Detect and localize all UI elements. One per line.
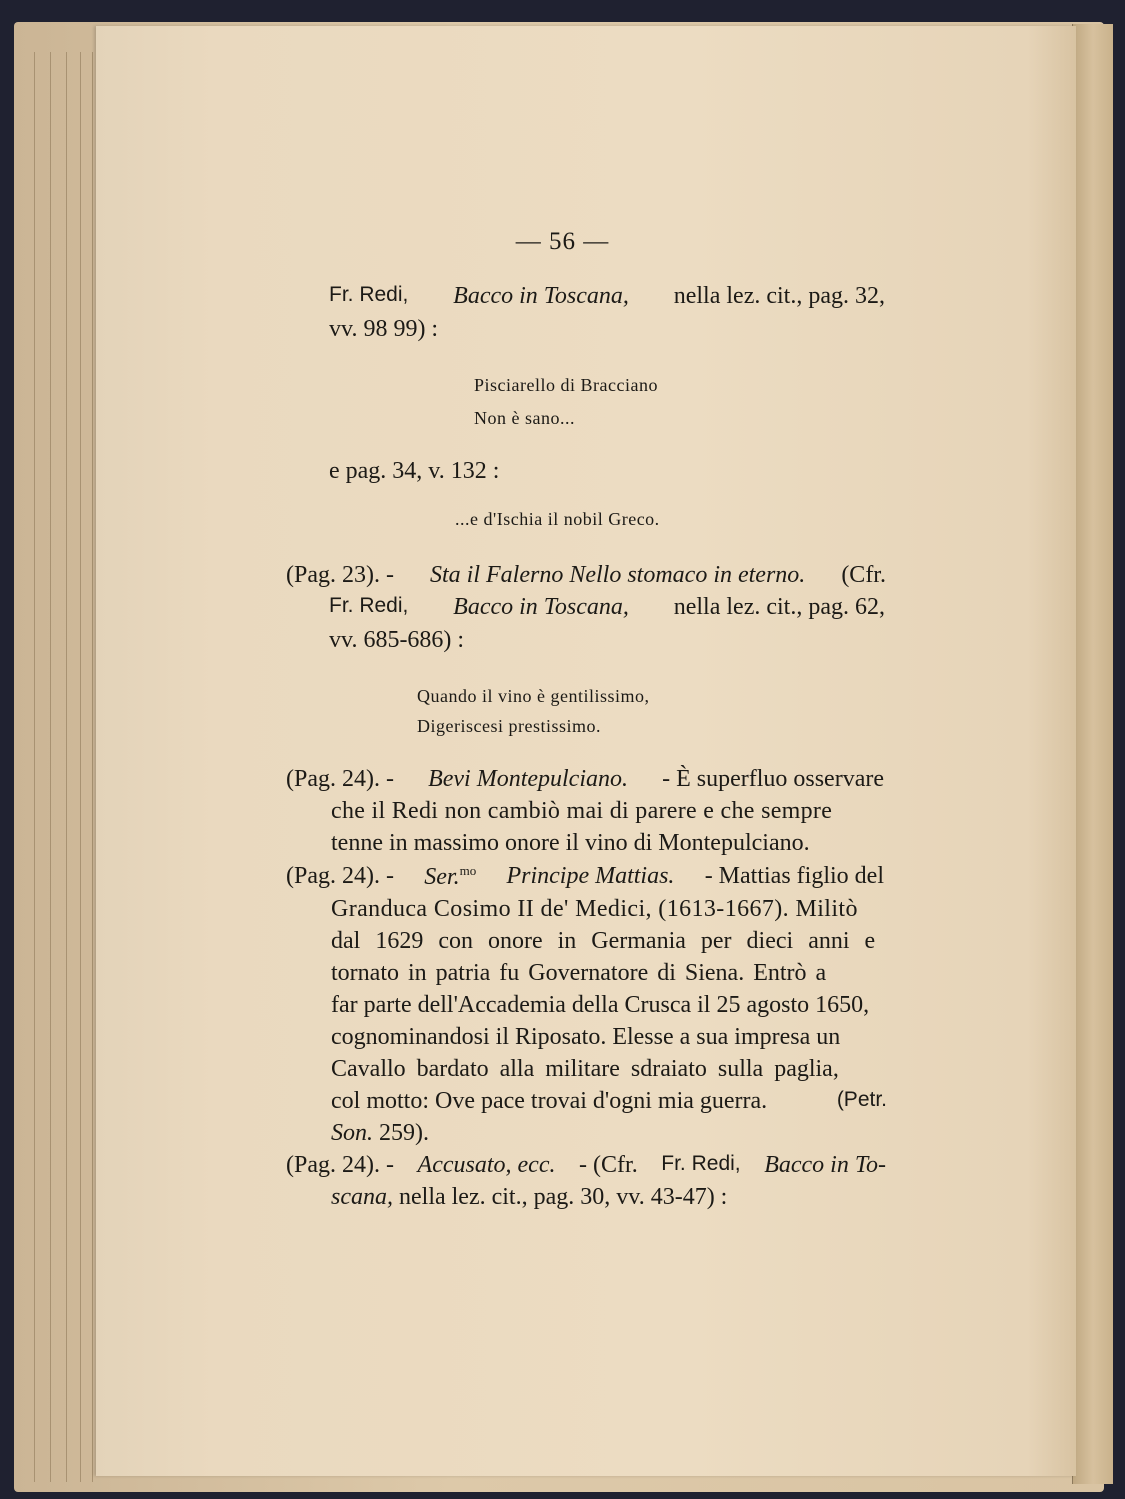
note4-line6: cognominandosi il Riposato. Elesse a sua impresa un <box>331 1024 841 1050</box>
page-number: — 56 — <box>515 228 610 255</box>
note4-line5: far parte dell'Accademia della Crusca il 25 agosto 1650, <box>331 992 870 1018</box>
note2-line3: vv. 685-686) : <box>329 627 465 653</box>
sonnet-abbrev: Son. <box>331 1120 373 1146</box>
citation: nella lez. cit., pag. 32, <box>673 283 885 309</box>
page-ref: (Pag. 24). - <box>286 1152 394 1178</box>
title-abbrev: Ser. <box>424 864 460 890</box>
note4-line4: tornato in patria fu Governatore di Siena. Entrò a <box>331 960 827 986</box>
verse2: ...e d'Ischia il nobil Greco. <box>455 509 660 529</box>
text: 259). <box>379 1120 429 1146</box>
page-ref: (Pag. 24). - <box>286 863 394 889</box>
note4-line2: Granduca Cosimo II de' Medici, (1613-1667). Militò <box>331 896 858 922</box>
author-name: Fr. Redi, <box>329 594 409 617</box>
note4-line7: Cavallo bardato alla militare sdraiato sulla paglia, <box>331 1056 839 1082</box>
quote: Sta il Falerno Nello stomaco in eterno. <box>430 562 806 588</box>
text: - È superfluo osservare <box>662 766 884 792</box>
note2-line1 <box>286 562 886 589</box>
verse3-line2: Digeriscesi prestissimo. <box>417 716 601 736</box>
work-title: Bacco in Toscana, <box>453 594 629 620</box>
note2-line2 <box>329 594 885 621</box>
quote: Bevi Montepulciano. <box>428 766 628 792</box>
work-title: scana, <box>331 1184 393 1210</box>
note5-line1 <box>286 1152 886 1179</box>
note4-line3: dal 1629 con onore in Germania per dieci anni e <box>331 928 876 954</box>
work-title: Bacco in Toscana, <box>453 283 629 309</box>
page-ref: (Pag. 24). - <box>286 766 394 792</box>
citation: nella lez. cit., pag. 30, vv. 43-47) : <box>399 1184 728 1210</box>
note1-line2: vv. 98 99) : <box>329 316 439 342</box>
superscript: mo <box>459 863 477 878</box>
note3-line2: che il Redi non cambiò mai di parere e che sempre <box>331 798 833 824</box>
verse1-line2: Non è sano... <box>474 408 575 428</box>
note1b: e pag. 34, v. 132 : <box>329 458 500 484</box>
verse3-line1: Quando il vino è gentilissimo, <box>417 686 650 706</box>
quote: Accusato, ecc. <box>417 1152 556 1178</box>
cfr: (Cfr. <box>841 562 886 588</box>
author-name: Fr. Redi, <box>329 283 409 306</box>
text: - Mattias figlio del <box>704 863 884 889</box>
note3-line1 <box>286 766 884 793</box>
citation: nella lez. cit., pag. 62, <box>673 594 885 620</box>
work-title: Bacco in To- <box>764 1152 886 1178</box>
note3-line3: tenne in massimo onore il vino di Montepulciano. <box>331 830 810 856</box>
cfr: - (Cfr. <box>579 1152 638 1178</box>
author-name: Fr. Redi, <box>661 1152 741 1175</box>
quote: Principe Mattias. <box>506 863 675 889</box>
page-ref: (Pag. 23). - <box>286 562 394 588</box>
note4-line9 <box>331 1120 429 1147</box>
note4-line8 <box>331 1088 887 1115</box>
note5-line2 <box>331 1184 727 1211</box>
verse1-line1: Pisciarello di Bracciano <box>474 375 658 395</box>
text: col motto: Ove pace trovai d'ogni mia guerra. <box>331 1088 768 1114</box>
note4-line1 <box>286 863 884 891</box>
petrarca-ref: (Petr. <box>836 1088 887 1111</box>
note1-line1 <box>329 283 885 310</box>
